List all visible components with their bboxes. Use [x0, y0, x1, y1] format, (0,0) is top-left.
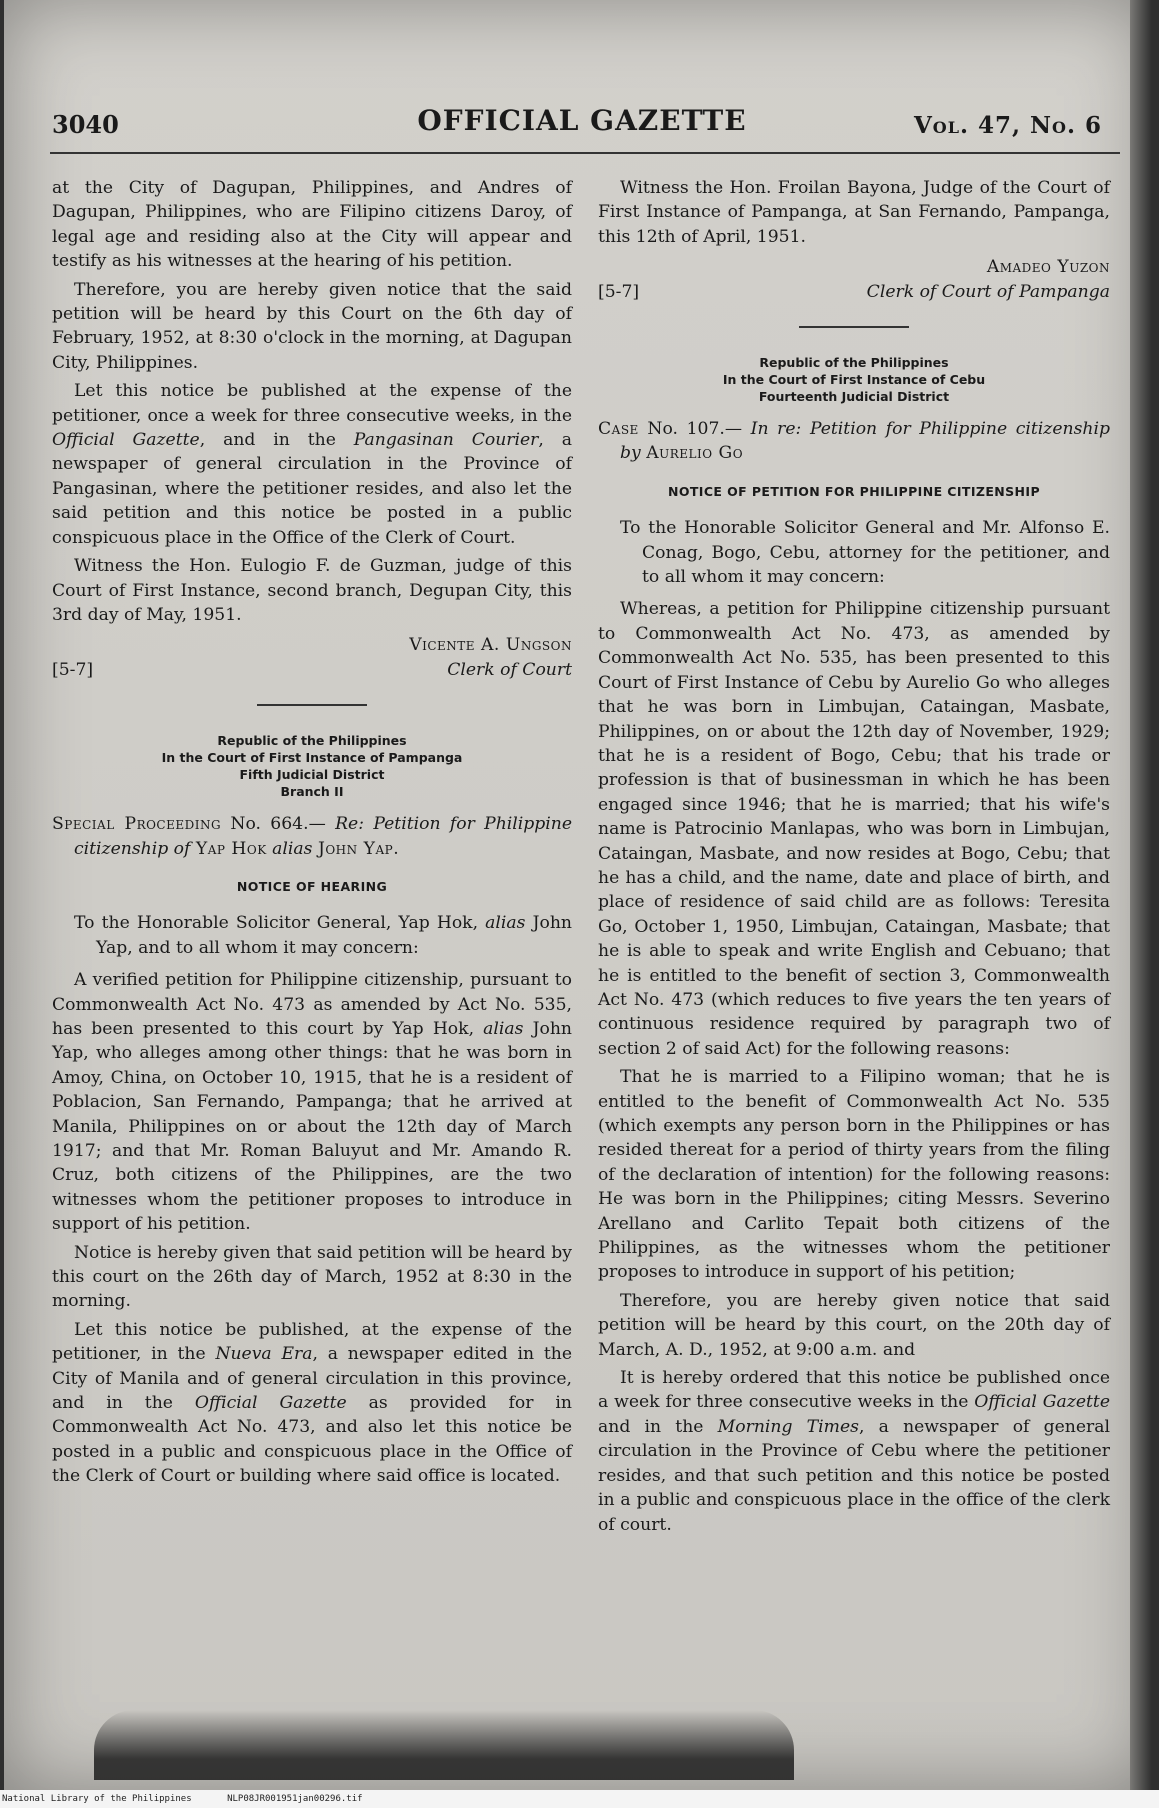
right-paragraph-2: Whereas, a petition for Philippine citizenship pursuant to Commonwealth Act No. 473, as amended by Commonwealth Act No. 535, has been presented to this Court of First Instance of Cebu by Aurelio Go who alleges that he was born in Limbujan, Cataingan, Masbate, Philippines, on or about the 12th day of November, 1929; that he is a resident of Bogo, Cebu; that his trade or profession is that of businessman in which he has been engaged since 1946; that he is married; that his wife's name is Patrocinio Manlapas, who was born in Limbujan, Cataingan, Masbate, and now resides at Bogo, Cebu; that he has a child, and the name, date and place of birth, and place of residence of said child are as follows: Teresita Go, October 1, 1950, Limbujan, Cataingan, Masbate; that he is able to speak and write English and Cebuano; that he is entitled to the benefit of section 3, Commonwealth Act No. 473 (which reduces to five years the ten years of continuous residence required by paragraph two of section 2 of said Act) for the following reasons: — [598, 599, 1110, 1059]
court-heading: Republic of the Philippines In the Court of First Instance of Pampanga Fifth Judicial District Branch II — [161, 733, 463, 800]
signature-title: Clerk of Court of Pampanga — [866, 281, 1110, 302]
notice-title: NOTICE OF PETITION FOR PHILIPPINE CITIZENSHIP — [667, 483, 1041, 499]
left-paragraph-7: Let this notice be published, at the expense of the petitioner, in the Nueva Era, a newspaper edited in the City of Manila and of general circulation in this province, and in the Official Gazette as provided for in Commonwealth Act No. 473, and also let this notice be posted in a public and conspicuous place in the Office of the Clerk of Court or building where said office is located. — [52, 1319, 573, 1487]
page-header — [52, 104, 1112, 148]
left-signature — [52, 633, 572, 682]
gazette-page — [4, 0, 1152, 1790]
footer-source: National Library of the Philippines — [2, 1794, 192, 1804]
right-signature — [598, 255, 1110, 304]
left-paragraph-4: Witness the Hon. Eulogio F. de Guzman, judge of this Court of First Instance, second branch, Degupan City, this 3rd day of May, 1951. — [52, 556, 572, 625]
right-paragraph-5: It is hereby ordered that this notice be published once a week for three consecutive weeks in the Official Gazette and in the Morning Times, a newspaper of general circulation in the Province of Cebu where the petitioner resides, and that such petition and this notice be posted in a public and conspicuous place in the office of the clerk of court. — [598, 1368, 1110, 1535]
section-divider — [257, 704, 367, 706]
left-paragraph-5: A verified petition for Philippine citizenship, pursuant to Commonwealth Act No. 473 as amended by Act No. 535, has been presented to this court by Yap Hok, alias John Yap, who alleges among other things: that he was born in Amoy, China, on October 10, 1915, that he is a resident of Poblacion, San Fernando, Pampanga; that he arrived at Manila, Philippines on or about the 12th day of March 1917; and that Mr. Roman Baluyut and Mr. Amando R. Cruz, both citizens of the Philippines, are the two witnesses whom the petitioner proposes to introduce in support of his petition. — [52, 970, 572, 1235]
right-column — [598, 176, 1110, 1541]
volume-number: Vol. 47, No. 6 — [913, 112, 1102, 139]
left-paragraph-1: at the City of Dagupan, Philippines, and Andres of Dagupan, Philippines, who are Filipino citizens Daroy, of legal age and residing also at the City will appear and testify as his witnesses at the hearing of his petition. — [52, 178, 572, 272]
notice-address: To the Honorable Solicitor General, Yap Hok, alias John Yap, and to all whom it may concern: — [74, 913, 572, 958]
notice-code: [5-7] — [598, 281, 640, 302]
scan-footer — [0, 1790, 1159, 1808]
book-spine-shadow — [1130, 0, 1152, 1790]
page-edge-shadow — [94, 1710, 794, 1780]
header-rule — [50, 152, 1120, 154]
signature-title: Clerk of Court — [447, 659, 572, 680]
section-divider — [799, 326, 909, 328]
page-number: 3040 — [52, 110, 119, 139]
notice-code: [5-7] — [52, 659, 94, 680]
case-caption: Special Proceeding No. 664.— Re: Petition for Philippine citizenship of Yap Hok alias John Yap. — [52, 814, 572, 859]
right-paragraph-1: Witness the Hon. Froilan Bayona, Judge of the Court of First Instance of Pampanga, at San Fernando, Pampanga, this 12th of April, 1951. — [598, 178, 1110, 247]
notice-address: To the Honorable Solicitor General and Mr. Alfonso E. Conag, Bogo, Cebu, attorney for the petitioner, and to all whom it may concern: — [620, 518, 1110, 588]
right-paragraph-3: That he is married to a Filipino woman; that he is entitled to the benefit of Commonwealth Act No. 535 (which exempts any person born in the Philippines or has resided thereat for a period of thirty years from the filing of the declaration of intention) for the following reasons: He was born in the Philippines; citing Messrs. Severino Arellano and Carlito Tepait both citizens of the Philippines, as the witnesses whom the petitioner proposes to introduce in support of his petition; — [598, 1067, 1110, 1283]
case-caption: Case No. 107.— In re: Petition for Philippine citizenship by Aurelio Go — [598, 419, 1110, 464]
right-paragraph-4: Therefore, you are hereby given notice that said petition will be heard by this court, on the 20th day of March, A. D., 1952, at 9:00 a.m. and — [598, 1290, 1110, 1360]
left-column — [52, 176, 572, 1493]
left-paragraph-6: Notice is hereby given that said petition will be heard by this court on the 26th day of March, 1952 at 8:30 in the morning. — [52, 1242, 572, 1312]
signature-name: Vicente A. Ungson — [409, 635, 572, 656]
court-heading: Republic of the Philippines In the Court of First Instance of Cebu Fourteenth Judicial District — [722, 355, 986, 405]
footer-file: NLP08JR001951jan00296.tif — [227, 1794, 363, 1804]
left-paragraph-3: Let this notice be published at the expense of the petitioner, once a week for three consecutive weeks, in the Official Gazette, and in the Pangasinan Courier, a newspaper of general circulation in the Province of Pangasinan, where the petitioner resides, and also let the said petition and this notice be posted in a public conspicuous place in the Office of the Clerk of Court. — [52, 381, 572, 548]
notice-title: NOTICE OF HEARING — [236, 878, 388, 894]
left-paragraph-2: Therefore, you are hereby given notice that the said petition will be heard by this Court on the 6th day of February, 1952, at 8:30 o'clock in the morning, at Dagupan City, Philippines. — [52, 279, 572, 373]
signature-name: Amadeo Yuzon — [986, 257, 1110, 278]
gazette-title: OFFICIAL GAZETTE — [417, 104, 747, 137]
